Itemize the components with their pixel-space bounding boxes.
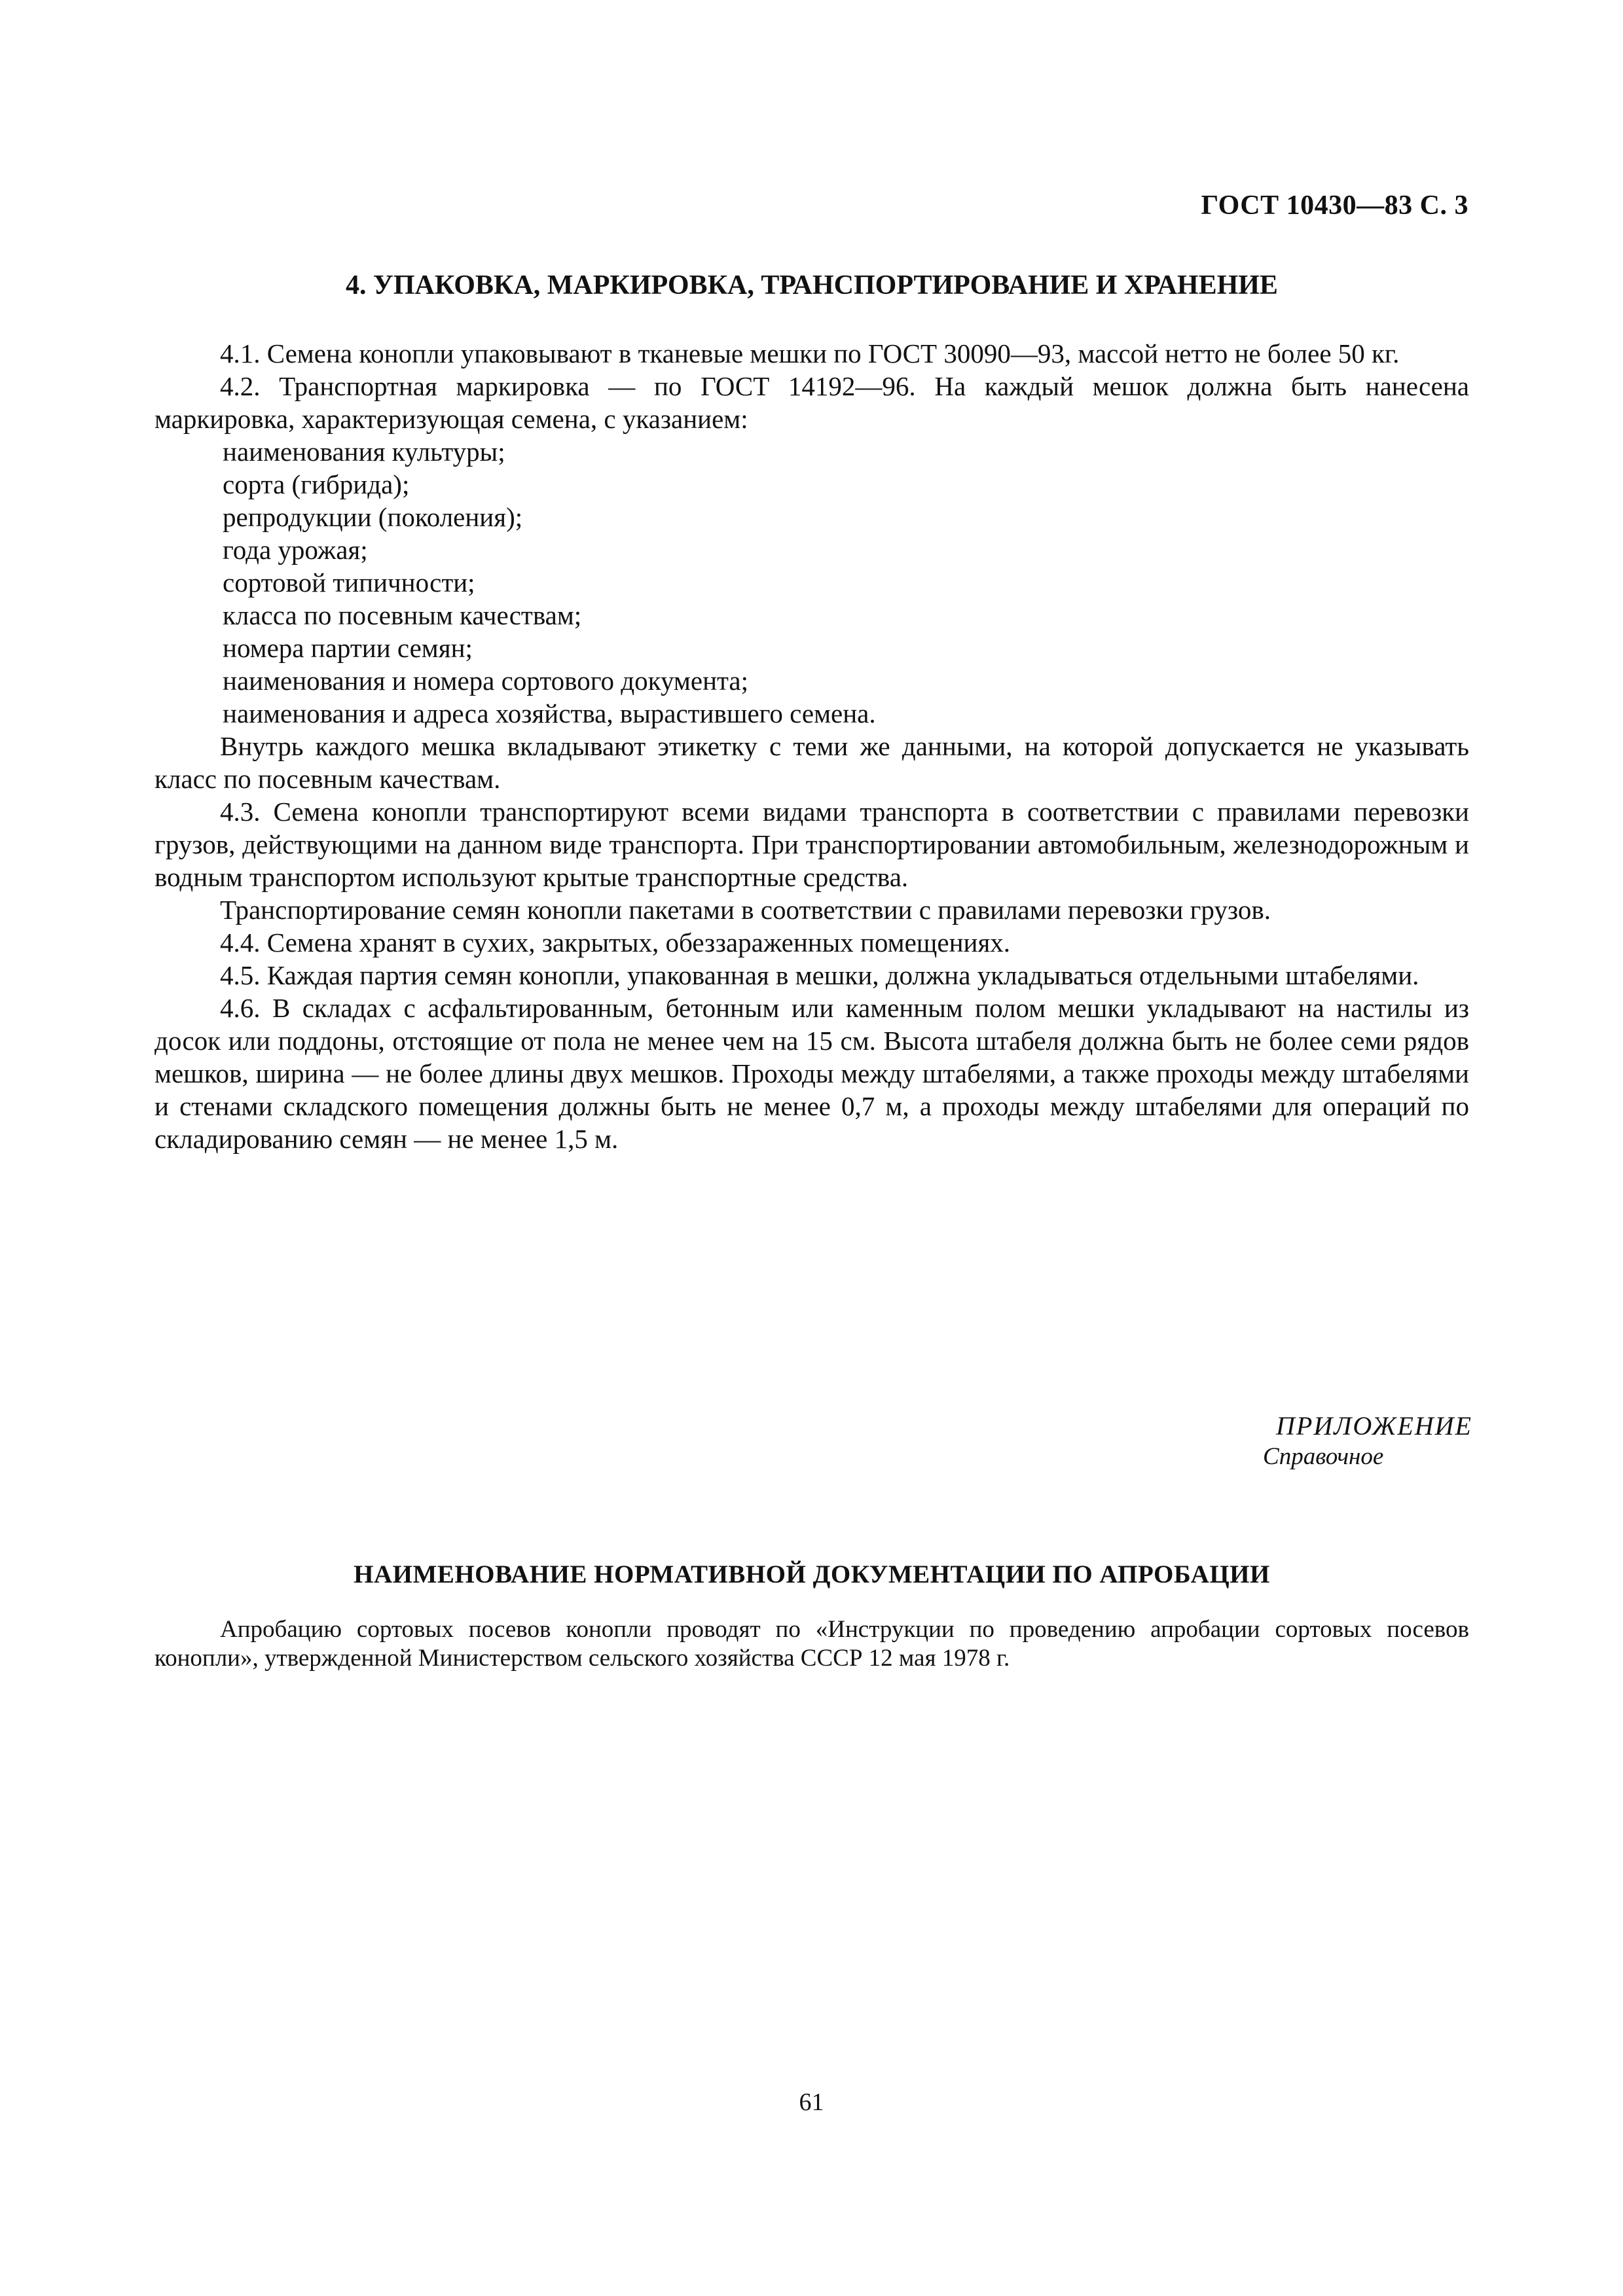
appendix-title: НАИМЕНОВАНИЕ НОРМАТИВНОЙ ДОКУМЕНТАЦИИ ПО АПРОБАЦИИ bbox=[354, 1560, 1270, 1588]
section-4-body bbox=[155, 337, 1469, 1155]
list-item: сорта (гибрида); bbox=[223, 469, 410, 499]
appendix-label: ПРИЛОЖЕНИЕ bbox=[1276, 1411, 1472, 1441]
appendix-status: Справочное bbox=[1263, 1443, 1384, 1470]
paragraph-4-3: 4.3. Семена конопли транспортируют всеми видами транспорта в соответствии с правилами перевозки грузов, действующими на данном виде транспорта. При транспортировании автомобильным, железнодорожным и водным транспортом используют крытые транспортные средства. bbox=[155, 797, 1469, 892]
paragraph-label: Внутрь каждого мешка вкладывают этикетку с теми же данными, на которой допускается не указывать класс по посевным качествам. bbox=[155, 731, 1469, 794]
list-item: наименования культуры; bbox=[223, 437, 505, 467]
list-item: репродукции (поколения); bbox=[223, 502, 523, 532]
paragraph-4-2: 4.2. Транспортная маркировка — по ГОСТ 14192—96. На каждый мешок должна быть нанесена маркировка, характеризующая семена, с указанием: bbox=[155, 371, 1469, 434]
paragraph-packets: Транспортирование семян конопли пакетами в соответствии с правилами перевозки грузов. bbox=[220, 895, 1271, 925]
list-item: сортовой типичности; bbox=[223, 567, 475, 598]
list-item: номера партии семян; bbox=[223, 633, 473, 663]
appendix-label-block bbox=[1263, 1410, 1472, 1471]
paragraph-4-1: 4.1. Семена конопли упаковывают в тканевые мешки по ГОСТ 30090—93, массой нетто не более 50 кг. bbox=[220, 338, 1400, 368]
list-item: наименования и номера сортового документа; bbox=[223, 666, 749, 696]
paragraph-4-4: 4.4. Семена хранят в сухих, закрытых, обеззараженных помещениях. bbox=[220, 927, 1011, 958]
marking-list bbox=[155, 435, 1469, 730]
list-item: наименования и адреса хозяйства, вырастившего семена. bbox=[223, 698, 876, 728]
paragraph-4-5: 4.5. Каждая партия семян конопли, упакованная в мешки, должна укладываться отдельными штабелями. bbox=[220, 960, 1419, 990]
section-4-title: 4. УПАКОВКА, МАРКИРОВКА, ТРАНСПОРТИРОВАНИЕ И ХРАНЕНИЕ bbox=[346, 270, 1278, 300]
paragraph-4-6: 4.6. В складах с асфальтированным, бетонным или каменным полом мешки укладывают на настилы из досок или поддоны, отстоящие от пола не менее чем на 15 см. Высота штабеля должна быть не более семи рядов мешков, ширина — не более длины двух мешков. Проходы между штабелями, а также проходы между штабелями и стенами складского помещения должны быть не менее 0,7 м, а проходы между штабелями для операций по складированию семян — не менее 1,5 м. bbox=[155, 993, 1469, 1154]
list-item: года урожая; bbox=[223, 535, 368, 565]
running-header: ГОСТ 10430—83 С. 3 bbox=[1201, 190, 1468, 221]
page-number: 61 bbox=[799, 2089, 824, 2116]
appendix-text: Апробацию сортовых посевов конопли проводят по «Инструкции по проведению апробации сортовых посевов конопли», утвержденной Министерством сельского хозяйства СССР 12 мая 1978 г. bbox=[155, 1616, 1469, 1672]
list-item: класса по посевным качествам; bbox=[223, 600, 582, 630]
